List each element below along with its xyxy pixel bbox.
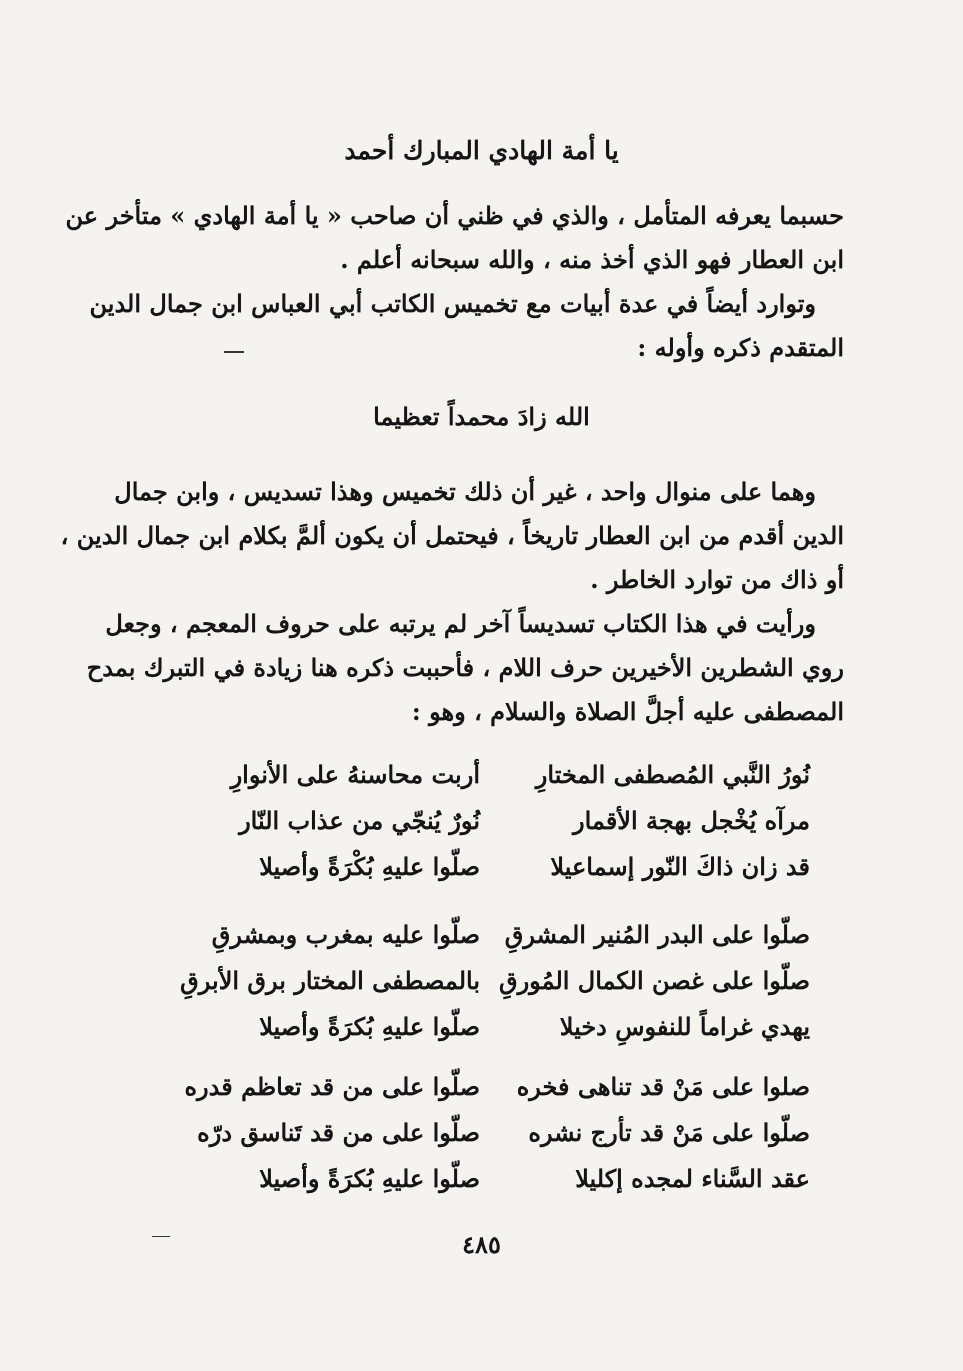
poem-stanza-2	[180, 920, 810, 1058]
poem-stanza-1	[190, 760, 810, 898]
verse-second-hemistich: صلّوا عليهِ بُكرَةً وأصيلا	[259, 1012, 480, 1041]
paragraph-line: وتوارد أيضاً في عدة أبيات مع تخميس الكاتب أبي العباس ابن جمال الدين	[89, 289, 816, 318]
paragraph-line: ورأيت في هذا الكتاب تسديساً آخر لم يرتبه على حروف المعجم ، وجعل	[105, 609, 816, 638]
poem-verse	[190, 806, 810, 852]
paragraph-2	[89, 282, 844, 370]
verse-first-hemistich: قد زان ذاكَ النّور إسماعيلا	[550, 852, 810, 881]
verse-first-hemistich: صلوا على مَنْ قد تناهى فخره	[516, 1072, 810, 1101]
verse-first-hemistich: يهدي غراماً للنفوسِ دخيلا	[559, 1012, 810, 1041]
verse-first-hemistich: مرآه يُخْجل بهجة الأقمار	[573, 806, 810, 835]
paragraph-4	[86, 602, 844, 734]
paragraph-line: حسبما يعرفه المتأمل ، والذي في ظني أن صاحب « يا أمة الهادي » متأخر عن	[65, 201, 844, 230]
page-number: ٤٨٥	[462, 1230, 501, 1259]
poem-verse	[190, 920, 810, 966]
paragraph-3	[60, 470, 844, 602]
poem-stanza-3	[184, 1072, 810, 1210]
verse-first-hemistich: نُورُ النَّبي المُصطفى المختارِ	[535, 760, 810, 789]
poem-verse	[184, 1072, 810, 1118]
poem-verse	[190, 1164, 810, 1210]
verse-first-hemistich: صلّوا على البدر المُنير المشرقِ	[504, 920, 810, 949]
verse-second-hemistich: بالمصطفى المختار برق الأبرقِ	[180, 966, 480, 995]
paragraph-1	[65, 194, 844, 282]
verse-first-hemistich: صلّوا على غصن الكمال المُورقِ	[498, 966, 810, 995]
verse-second-hemistich: صلّوا عليهِ بُكْرَةً وأصيلا	[259, 852, 480, 881]
paragraph-line: روي الشطرين الأخيرين حرف اللام ، فأحببت ذكره هنا زيادة في التبرك بمدح	[86, 653, 844, 682]
verse-second-hemistich: صلّوا على من قد تعاظم قدره	[184, 1072, 480, 1101]
verse-second-hemistich: صلّوا عليهِ بُكرَةً وأصيلا	[259, 1164, 480, 1193]
verse-first-hemistich: عقد السَّناء لمجده إكليلا	[575, 1164, 810, 1193]
paragraph-line: المتقدم ذكره وأوله :	[637, 333, 844, 362]
poem-verse	[190, 852, 810, 898]
verse-second-hemistich: صلّوا على من قد تَناسق درّه	[197, 1118, 480, 1147]
margin-dash	[224, 351, 244, 353]
poem-verse	[190, 1118, 810, 1164]
poem-verse	[190, 1012, 810, 1058]
paragraph-line: الدين أقدم من ابن العطار تاريخاً ، فيحتمل أن يكون ألمَّ بكلام ابن جمال الدين ،	[60, 521, 844, 550]
paragraph-line: أو ذاك من توارد الخاطر .	[590, 565, 844, 594]
paragraph-line: المصطفى عليه أجلَّ الصلاة والسلام ، وهو :	[411, 697, 844, 726]
verse-second-hemistich: صلّوا عليه بمغرب وبمشرقِ	[211, 920, 480, 949]
poem-verse	[190, 760, 810, 806]
paragraph-line: ابن العطار فهو الذي أخذ منه ، والله سبحانه أعلم .	[340, 245, 844, 274]
verse-first-hemistich: صلّوا على مَنْ قد تأرج نشره	[528, 1118, 810, 1147]
verse-second-hemistich: نُورٌ يُنجّي من عذاب النّار	[239, 806, 480, 835]
paragraph-line: وهما على منوال واحد ، غير أن ذلك تخميس وهذا تسديس ، وابن جمال	[114, 477, 816, 506]
verse-second-hemistich: أربت محاسنهُ على الأنوارِ	[230, 760, 480, 789]
verse-title-heading: يا أمة الهادي المبارك أحمد	[344, 136, 619, 165]
poem-verse	[180, 966, 810, 1012]
quoted-verse-heading: الله زادَ محمداً تعظيما	[373, 402, 590, 431]
